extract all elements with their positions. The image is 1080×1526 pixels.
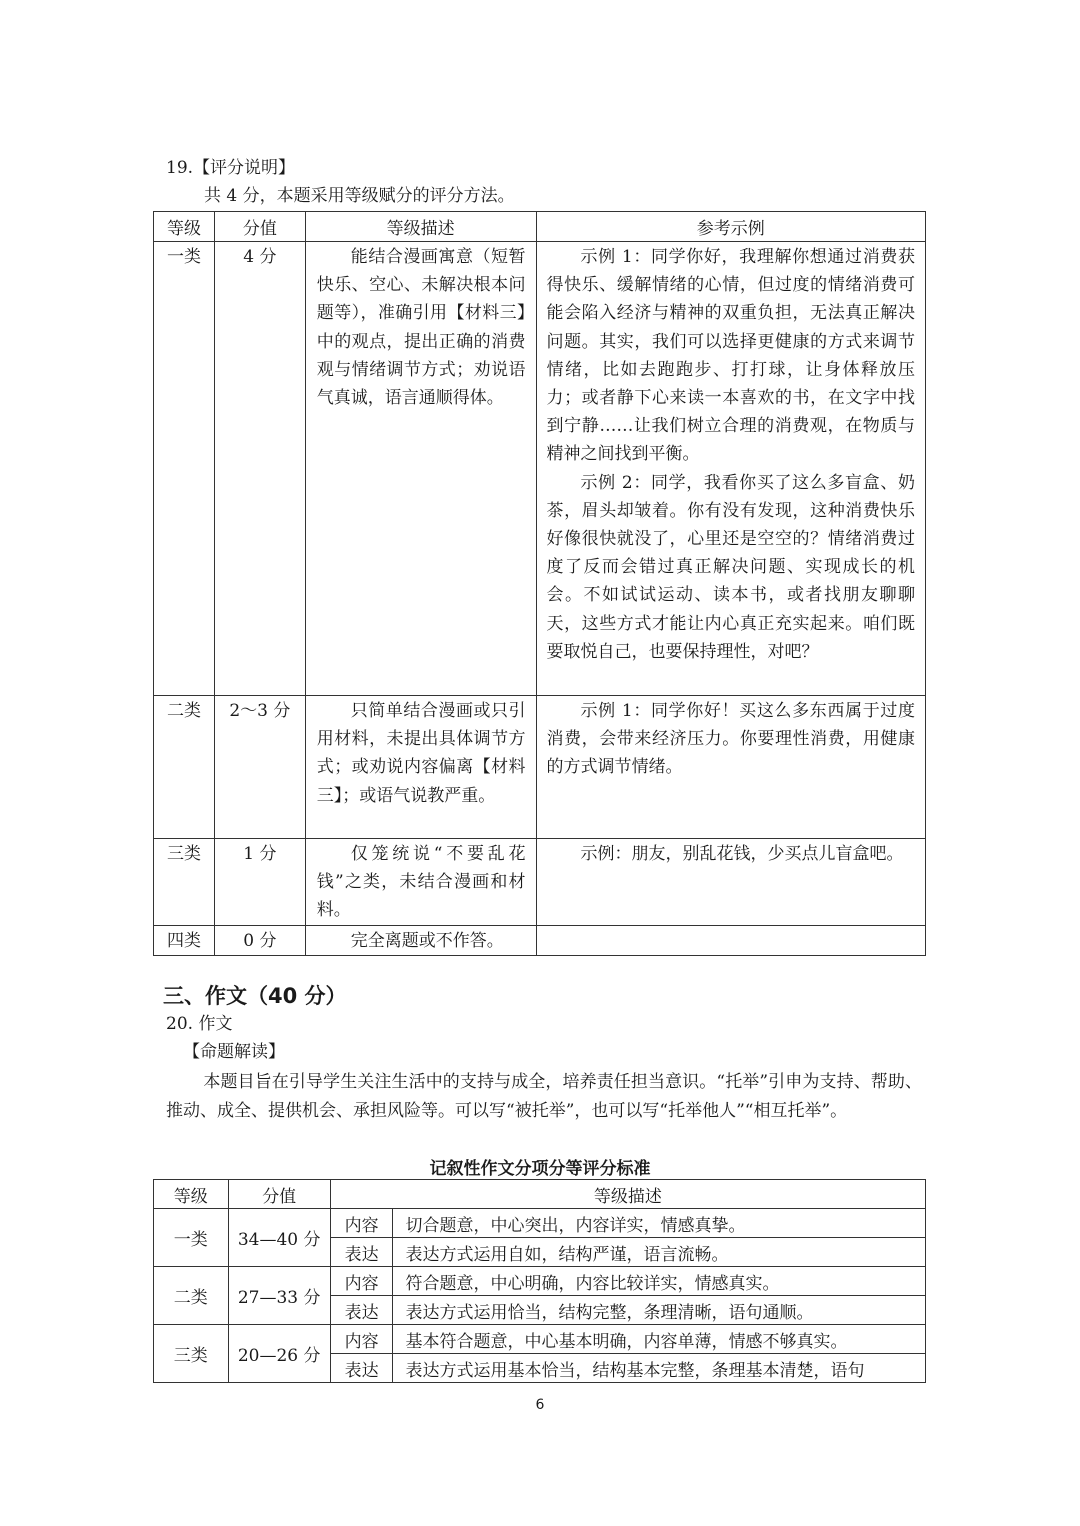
row-description: 只简单结合漫画或只引用材料，未提出具体调节方式；或劝说内容偏离【材料三】；或语气说教严重。: [305, 696, 536, 839]
row-score: 2～3 分: [214, 696, 305, 839]
scoring-table-19: [153, 211, 926, 956]
row-level: 二类: [154, 1267, 229, 1325]
header-description: 等级描述: [330, 1180, 925, 1209]
aspect-label: 表达: [330, 1238, 393, 1267]
essay-scoring-table: [153, 1179, 926, 1383]
aspect-text: 符合题意，中心明确，内容比较详实，情感真实。: [393, 1267, 926, 1296]
table-row: [154, 926, 926, 956]
row-example: [536, 839, 925, 926]
aspect-label: 内容: [330, 1267, 393, 1296]
aspect-label: 表达: [330, 1354, 393, 1383]
example-2: 示例 2：同学，我看你买了这么多盲盒、奶茶，眉头却皱着。你有没有发现，这种消费快乐好像很快就没了，心里还是空空的？情绪消费过度了反而会错过真正解决问题、实现成长的机会。不如试试运动、读本书，或者找朋友聊聊天，这些方式才能让内心真正充实起来。咱们既要取悦自己，也要保持理性，对吧？: [546, 472, 915, 662]
row-level: 一类: [154, 1209, 229, 1267]
aspect-text: 切合题意，中心突出，内容详实，情感真挚。: [393, 1209, 926, 1238]
example-1: 示例 1：同学你好，我理解你想通过消费获得快乐、缓解情绪的心情，但过度的情绪消费可能会陷入经济与精神的双重负担，无法真正解决问题。其实，我们可以选择更健康的方式来调节情绪，比如去跑跑步、打打球，让身体释放压力；或者静下心来读一本喜欢的书，在文字中找到宁静……让我们树立合理的消费观，在物质与精神之间找到平衡。: [546, 247, 915, 465]
interpretation-label: 【命题解读】: [183, 1042, 285, 1062]
row-description: 完全离题或不作答。: [305, 926, 536, 956]
aspect-label: 内容: [330, 1209, 393, 1238]
row-score: 20—26 分: [228, 1325, 330, 1383]
row-level: 一类: [154, 242, 215, 696]
table-row: [154, 242, 926, 696]
aspect-label: 表达: [330, 1296, 393, 1325]
question-20-title: 20. 作文: [166, 1014, 233, 1034]
interpretation-text: 本题目旨在引导学生关注生活中的支持与成全，培养责任担当意识。“托举”引申为支持、帮助、推动、成全、提供机会、承担风险等。可以写“被托举”，也可以写“托举他人”“相互托举”。: [166, 1072, 922, 1121]
row-description: 能结合漫画寓意（短暂快乐、空心、未解决根本问题等），准确引用【材料三】中的观点，提出正确的消费观与情绪调节方式；劝说语气真诚，语言通顺得体。: [305, 242, 536, 696]
row-score: 0 分: [214, 926, 305, 956]
table-header-row: [154, 212, 926, 242]
row-level: 三类: [154, 839, 215, 926]
table-row: [154, 839, 926, 926]
question-19-intro: 共 4 分，本题采用等级赋分的评分方法。: [204, 186, 515, 206]
row-level: 三类: [154, 1325, 229, 1383]
header-level: 等级: [154, 212, 215, 242]
row-example: [536, 926, 925, 956]
table-row: [154, 1267, 926, 1296]
table-row: [154, 1325, 926, 1354]
header-example: 参考示例: [536, 212, 925, 242]
example-1: 示例 1：同学你好！买这么多东西属于过度消费，会带来经济压力。你要理性消费，用健康的方式调节情绪。: [546, 701, 915, 778]
table-row: [154, 1209, 926, 1238]
header-score: 分值: [214, 212, 305, 242]
aspect-text: 表达方式运用恰当，结构完整，条理清晰，语句通顺。: [393, 1296, 926, 1325]
aspect-text: 表达方式运用基本恰当，结构基本完整，条理基本清楚，语句: [393, 1354, 926, 1383]
row-level: 二类: [154, 696, 215, 839]
row-level: 四类: [154, 926, 215, 956]
row-description: 仅笼统说“不要乱花钱”之类，未结合漫画和材料。: [305, 839, 536, 926]
table-caption: 记叙性作文分项分等评分标准: [429, 1159, 651, 1179]
example-1: 示例：朋友，别乱花钱，少买点儿盲盒吧。: [580, 844, 904, 864]
aspect-text: 基本符合题意，中心基本明确，内容单薄，情感不够真实。: [393, 1325, 926, 1354]
header-level: 等级: [154, 1180, 229, 1209]
row-score: 4 分: [214, 242, 305, 696]
header-description: 等级描述: [305, 212, 536, 242]
aspect-label: 内容: [330, 1325, 393, 1354]
row-example: [536, 696, 925, 839]
aspect-text: 表达方式运用自如，结构严谨，语言流畅。: [393, 1238, 926, 1267]
question-19-title: 19.【评分说明】: [166, 158, 296, 178]
section-heading: 三、作文（40 分）: [163, 984, 347, 1008]
table-header-row: [154, 1180, 926, 1209]
table-row: [154, 696, 926, 839]
row-score: 27—33 分: [228, 1267, 330, 1325]
row-score: 34—40 分: [228, 1209, 330, 1267]
row-example: [536, 242, 925, 696]
page-number: 6: [535, 1397, 545, 1413]
row-score: 1 分: [214, 839, 305, 926]
header-score: 分值: [228, 1180, 330, 1209]
